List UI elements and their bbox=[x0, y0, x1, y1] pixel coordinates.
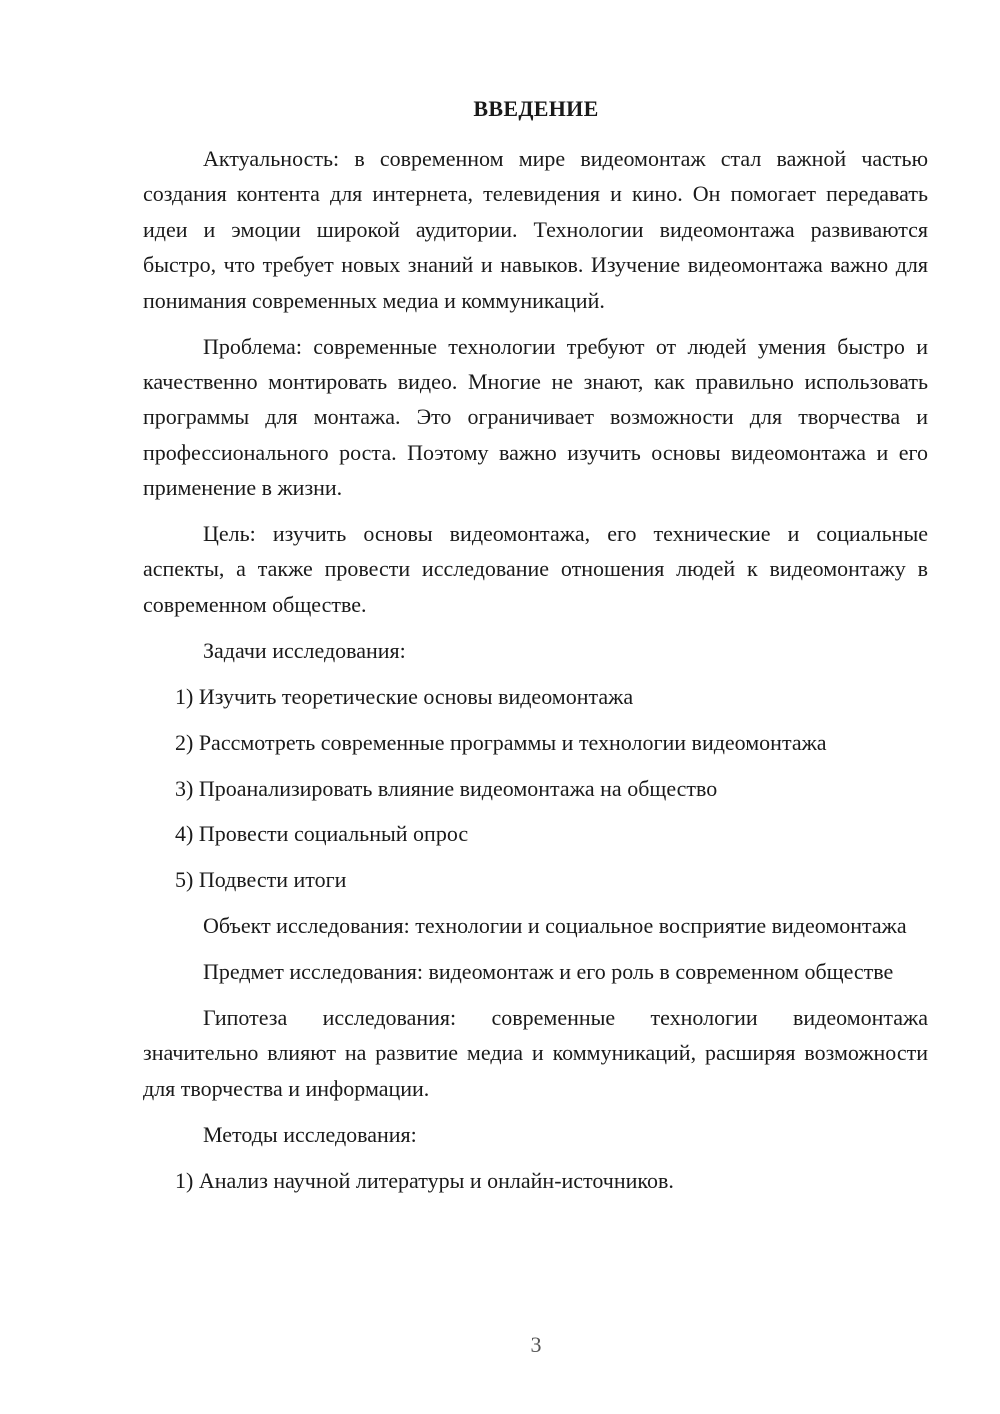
tasks-list bbox=[143, 679, 928, 898]
page-number: 3 bbox=[530, 1332, 542, 1357]
relevance-paragraph: Актуальность: в современном мире видеомонтаж стал важной частью создания контента для интернета, телевидения и кино. Он помогает передавать идеи и эмоции широкой аудитории. Технологии видеомонтажа развиваются быстро, что требует новых знаний и навыков. Изучение видеомонтажа важно для понимания современных медиа и коммуникаций. bbox=[143, 146, 928, 313]
hypothesis-paragraph: Гипотеза исследования: современные технологии видеомонтажа значительно влияют на развитие медиа и коммуникаций, расширяя возможности для творчества и информации. bbox=[143, 1005, 928, 1101]
problem-paragraph: Проблема: современные технологии требуют от людей умения быстро и качественно монтировать видео. Многие не знают, как правильно использовать программы для монтажа. Это ограничивает возможности для творчества и профессионального роста. Поэтому важно изучить основы видеомонтажа и его применение в жизни. bbox=[143, 333, 928, 501]
list-item: 5) Подвести итоги bbox=[175, 867, 347, 893]
object-paragraph: Объект исследования: технологии и социальное восприятие видеомонтажа bbox=[203, 913, 907, 939]
list-item: 4) Провести социальный опрос bbox=[175, 821, 469, 847]
tasks-heading: Задачи исследования: bbox=[203, 637, 406, 663]
list-item: 1) Изучить теоретические основы видеомонтажа bbox=[175, 683, 634, 709]
subject-paragraph: Предмет исследования: видеомонтаж и его роль в современном обществе bbox=[203, 959, 894, 985]
list-item: 1) Анализ научной литературы и онлайн-источников. bbox=[175, 1167, 674, 1193]
list-item: 2) Рассмотреть современные программы и технологии видеомонтажа bbox=[175, 729, 827, 755]
page-content bbox=[143, 141, 928, 1209]
methods-heading: Методы исследования: bbox=[203, 1121, 417, 1147]
list-item: 3) Проанализировать влияние видеомонтажа на общество bbox=[175, 775, 718, 801]
goal-paragraph: Цель: изучить основы видеомонтажа, его технические и социальные аспекты, а также провести исследование отношения людей к видеомонтажу в современном обществе. bbox=[143, 521, 928, 617]
page-title: ВВЕДЕНИЕ bbox=[473, 96, 599, 121]
methods-list bbox=[143, 1163, 928, 1198]
